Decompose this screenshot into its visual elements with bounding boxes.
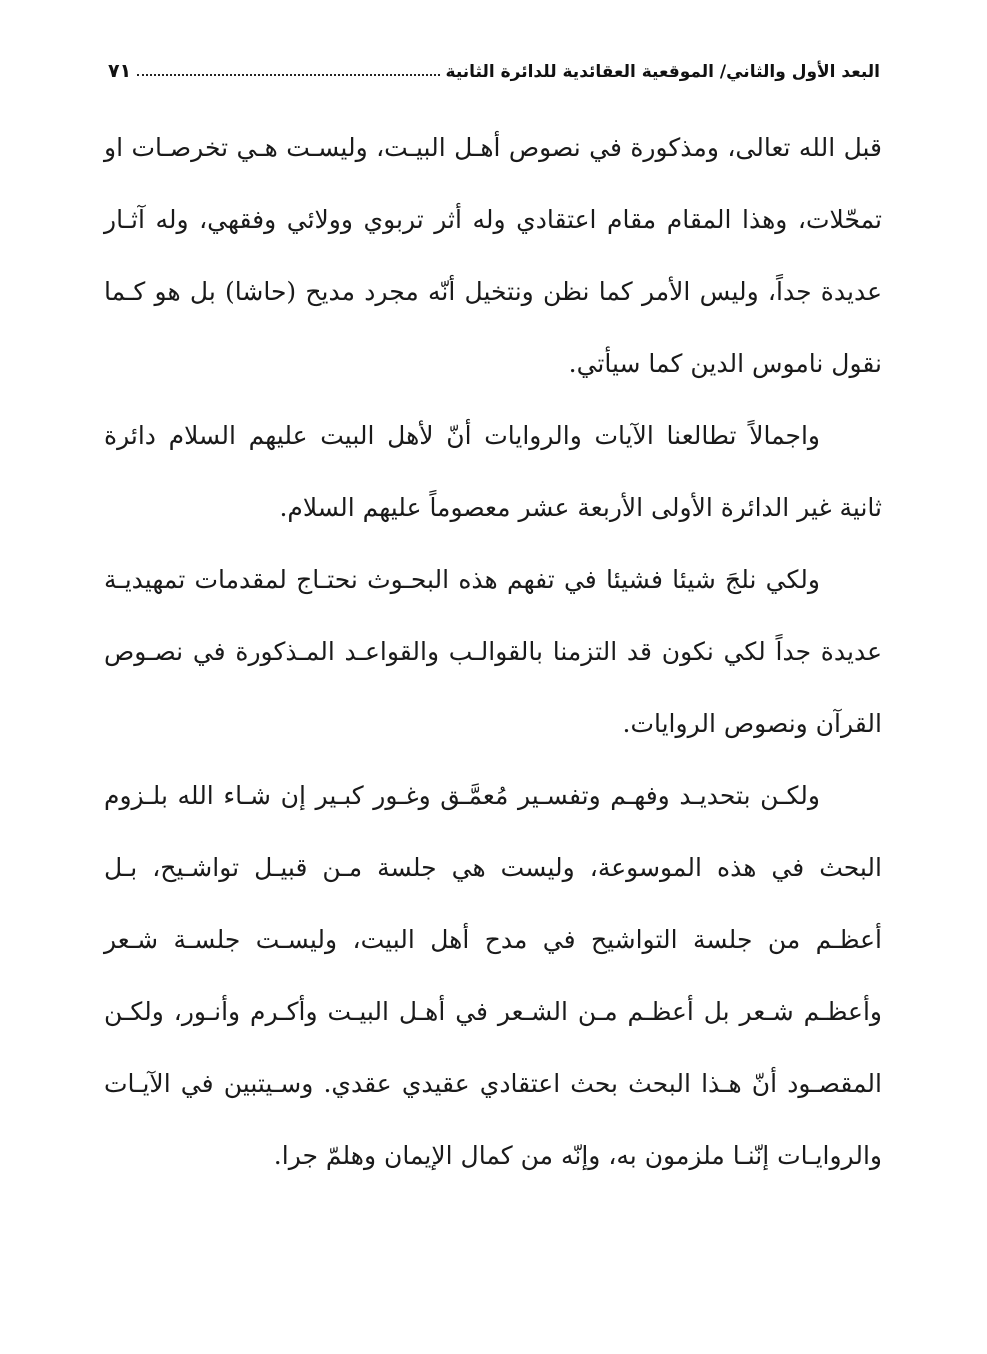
running-header	[108, 52, 880, 82]
paragraph-3: ولكي نلجَ شيئا فشيئا في تفهم هذه البحـوث نحتـاج لمقدمات تمهيديـة عديدة جداً لكي نكون قد التزمنا بالقوالـب والقواعـد المـذكورة في نصـوص القرآن ونصوص الروايات.	[104, 565, 882, 738]
page-number: ٧١	[108, 60, 132, 82]
paragraph-1: قبل الله تعالى، ومذكورة في نصوص أهـل البيـت، وليسـت هـي تخرصـات او تمحّلات، وهذا المقام مقام اعتقادي وله أثر تربوي وولائي وفقهي، وله آثـار عديدة جداً، وليس الأمر كما نظن ونتخيل أنّه مجرد مديح (حاشا) بل هو كـما نقول ناموس الدين كما سيأتي.	[104, 133, 882, 378]
body-text	[104, 112, 882, 1192]
paragraph-2: واجمالاً تطالعنا الآيات والروايات أنّ لأهل البيت عليهم السلام دائرة ثانية غير الدائرة الأولى الأربعة عشر معصوماً عليهم السلام.	[104, 421, 882, 522]
paragraph-4: ولكـن بتحديـد وفهـم وتفسـير مُعمَّـق وغـور كبـير إن شـاء الله بلـزوم البحث في هذه الموسوعة، وليست هي جلسة مـن قبيـل تواشـيح، بـل أعظـم من جلسة التواشيح في مدح أهل البيت، وليسـت جلسـة شـعر وأعظـم شـعر بل أعظـم مـن الشـعر في أهـل البيـت وأكـرم وأنـور، ولكـن المقصـود أنّ هـذا البحث بحث اعتقادي عقيدي عقدي. وسـيتبين في الآيـات والروايـات إنّنـا ملزمون به، وإنّه من كمال الإيمان وهلمّ جرا.	[104, 781, 882, 1170]
header-dot-leader	[137, 73, 439, 76]
header-title: البعد الأول والثاني/ الموقعية العقائدية للدائرة الثانية	[445, 62, 880, 82]
